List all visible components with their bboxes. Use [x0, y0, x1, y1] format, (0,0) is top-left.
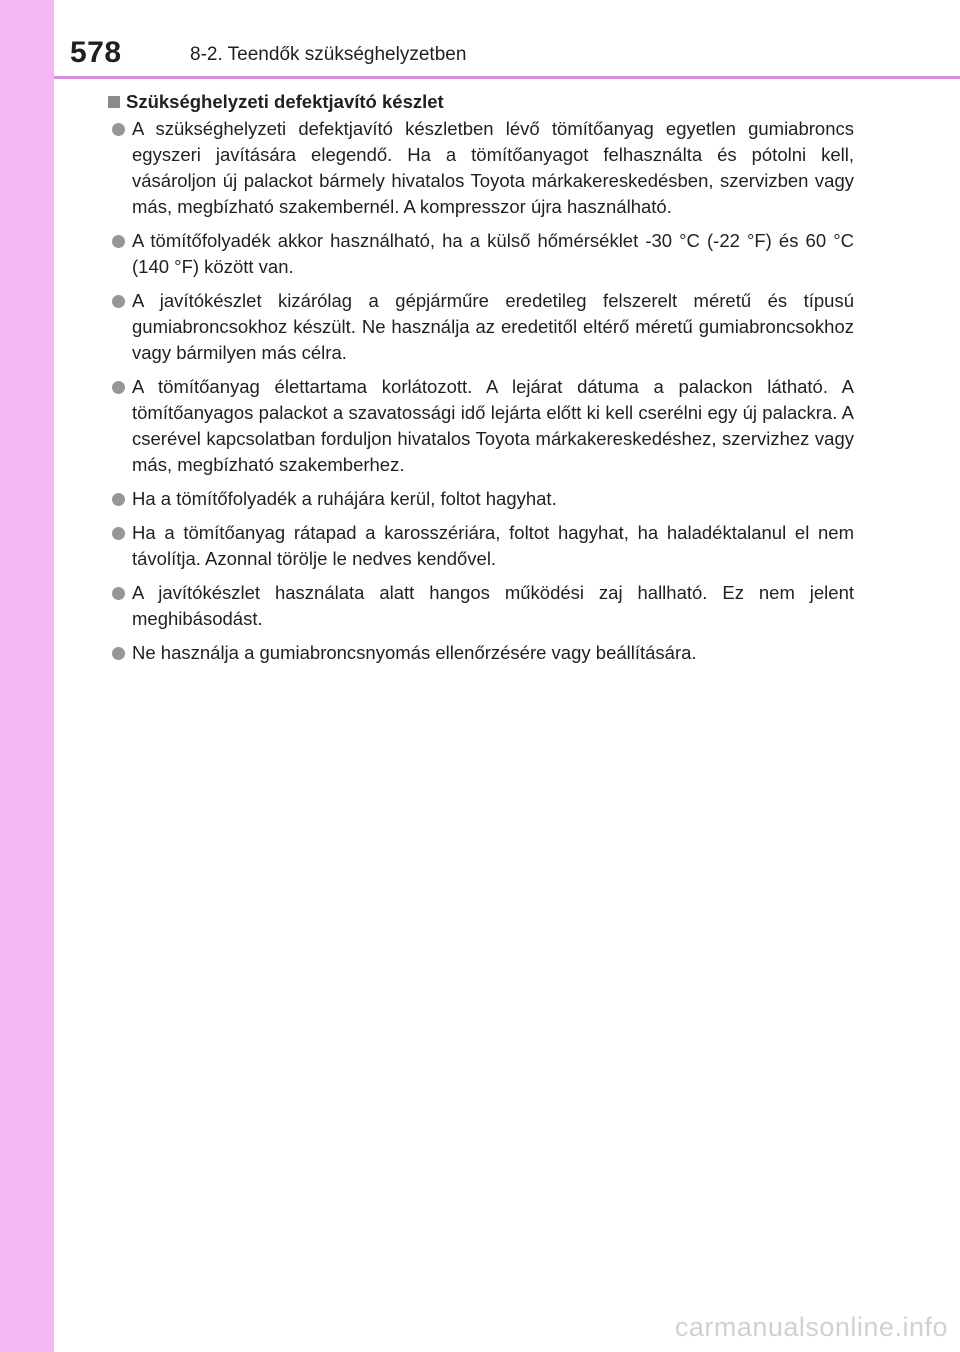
list-item: [108, 486, 854, 512]
list-item: [108, 288, 854, 366]
list-item-text: A tömítőfolyadék akkor használható, ha a külső hőmérséklet -30 °C (-22 °F) és 60 °C (140 °F) között van.: [132, 230, 854, 277]
section-heading-text: Szükséghelyzeti defektjavító készlet: [126, 91, 444, 112]
header-divider: [54, 76, 960, 79]
round-bullet-icon: [112, 587, 125, 600]
section-heading: [108, 89, 854, 115]
list-item: [108, 116, 854, 220]
list-item: [108, 640, 854, 666]
list-item-text: Ha a tömítőanyag rátapad a karosszériára, foltot hagyhat, ha haladéktalanul el nem távolítja. Azonnal törölje le nedves kendővel.: [132, 522, 854, 569]
main-content: [108, 89, 854, 674]
section-color-sidebar: [0, 0, 54, 1352]
list-item: [108, 520, 854, 572]
round-bullet-icon: [112, 493, 125, 506]
list-item: [108, 580, 854, 632]
round-bullet-icon: [112, 647, 125, 660]
round-bullet-icon: [112, 381, 125, 394]
round-bullet-icon: [112, 235, 125, 248]
round-bullet-icon: [112, 295, 125, 308]
list-item-text: Ha a tömítőfolyadék a ruhájára kerül, foltot hagyhat.: [132, 488, 557, 509]
watermark: carmanualsonline.info: [674, 1312, 948, 1342]
round-bullet-icon: [112, 123, 125, 136]
list-item: [108, 374, 854, 478]
list-item-text: Ne használja a gumiabroncsnyomás ellenőrzésére vagy beállítására.: [132, 642, 697, 663]
page-number: 578: [70, 36, 122, 69]
chapter-title: 8-2. Teendők szükséghelyzetben: [190, 44, 467, 65]
list-item: [108, 228, 854, 280]
list-item-text: A szükséghelyzeti defektjavító készletben lévő tömítőanyag egyetlen gumiabroncs egyszeri javítására elegendő. Ha a tömítőanyagot felhasználta és pótolni kell, vásároljon új palackot bármely hivatalos Toyota márkakereskedésben, szervizben vagy más, megbízható szakembernél. A kompresszor újra használható.: [132, 118, 854, 217]
list-item-text: A tömítőanyag élettartama korlátozott. A lejárat dátuma a palackon látható. A tömítőanyagos palackot a szavatossági idő lejárta előtt ki kell cserélni egy új palackra. A cserével kapcsolatban forduljon hivatalos Toyota márkakereskedéshez, szervizhez vagy más, megbízható szakemberhez.: [132, 376, 854, 475]
square-bullet-icon: [108, 96, 120, 108]
bullet-list: [108, 116, 854, 666]
list-item-text: A javítókészlet kizárólag a gépjárműre eredetileg felszerelt méretű és típusú gumiabroncsokhoz készült. Ne használja az eredetitől eltérő méretű gumiabroncsokhoz vagy bármilyen más célra.: [132, 290, 854, 363]
list-item-text: A javítókészlet használata alatt hangos működési zaj hallható. Ez nem jelent meghibásodást.: [132, 582, 854, 629]
round-bullet-icon: [112, 527, 125, 540]
